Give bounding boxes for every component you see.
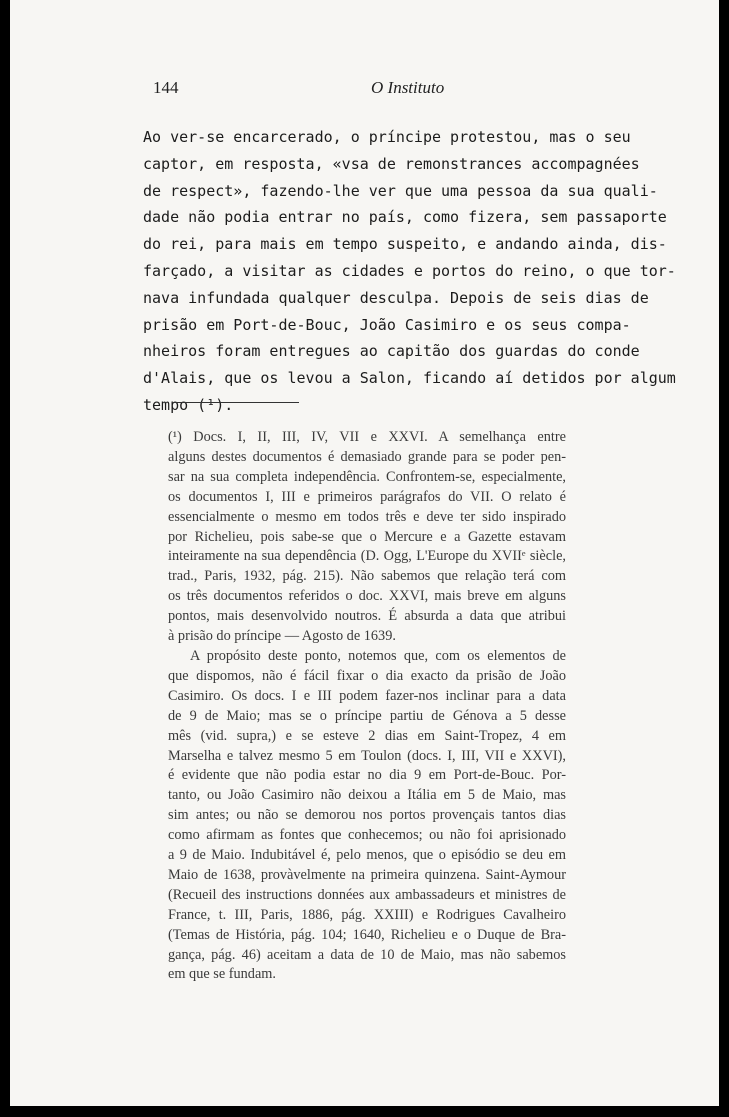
text-line: do rei, para mais em tempo suspeito, e andando ainda, dis-	[143, 235, 667, 254]
text-line: d'Alais, que os levou a Salon, ficando aí detidos por algum	[143, 369, 676, 388]
footnote-line: sar na sua completa independência. Confrontem-se, especialmente,	[168, 468, 566, 485]
footnote-line: sim antes; ou não se demorou nos portos provençais tantos dias	[168, 807, 566, 824]
footnote-line: os três documentos referidos o doc. XXVI, mais breve em alguns	[168, 588, 566, 605]
footnote-line: gança, pág. 46) aceitam a data de 10 de Maio, mas não sabemos	[168, 946, 566, 963]
footnote-line: mês (vid. supra,) e se esteve 2 dias em Saint-Tropez, 4 em	[168, 727, 566, 744]
footnote-line: pontos, mais desenvolvido noutros. É absurda a data que atribui	[168, 608, 566, 625]
footnote-line: France, t. III, Paris, 1886, pág. XXIII) e Rodrigues Cavalheiro	[168, 906, 566, 923]
footnote-line: (Temas de História, pág. 104; 1640, Richelieu e o Duque de Bra-	[168, 926, 566, 943]
text-line: tempo (¹).	[143, 395, 234, 414]
running-title: O Instituto	[371, 78, 445, 97]
footnote	[168, 428, 566, 985]
footnote-separator	[172, 402, 299, 403]
footnote-line: que dispomos, não é fácil fixar o dia exacto da prisão de João	[168, 667, 566, 684]
footnote-line: trad., Paris, 1932, pág. 215). Não sabemos que relação terá com	[168, 568, 566, 585]
footnote-line: de 9 de Maio; mas se o príncipe partiu de Génova a 5 desse	[168, 707, 566, 724]
text-line: dade não podia entrar no país, como fizera, sem passaporte	[143, 208, 667, 227]
footnote-line: A propósito deste ponto, notemos que, com os elementos de	[190, 647, 566, 664]
footnote-line: Maio de 1638, provàvelmente na primeira quinzena. Saint-Aymour	[168, 866, 566, 883]
text-line: captor, em resposta, «vsa de remonstrances accompagnées	[143, 154, 640, 173]
footnote-line: tanto, ou João Casimiro não deixou a Itália em 5 de Maio, mas	[168, 787, 566, 804]
footnote-line: inteiramente na sua dependência (D. Ogg, L'Europe du XVIIᵉ siècle,	[168, 548, 566, 565]
footnote-line: (¹) Docs. I, II, III, IV, VII e XXVI. A semelhança entre	[168, 429, 566, 445]
footnote-line: como afirmam as fontes que conhecemos; ou não foi aprisionado	[168, 827, 566, 844]
footnote-line: os documentos I, III e primeiros parágrafos do VII. O relato é	[168, 488, 566, 505]
footnote-line: essencialmente o mesmo em todos três e deve ter sido inspirado	[168, 508, 566, 525]
footnote-line: é evidente que não podia estar no dia 9 em Port-de-Bouc. Por-	[168, 767, 566, 784]
footnote-line: Marselha e talvez mesmo 5 em Toulon (docs. I, III, VII e XXVI),	[168, 747, 566, 764]
footnote-line: à prisão do príncipe — Agosto de 1639.	[168, 628, 396, 645]
footnote-line: em que se fundam.	[168, 966, 276, 983]
text-line: nava infundada qualquer desculpa. Depois de seis dias de	[143, 288, 649, 307]
running-header	[153, 78, 576, 108]
footnote-line: por Richelieu, pois sabe-se que o Mercure e a Gazette estavam	[168, 528, 566, 545]
footnote-line: a 9 de Maio. Indubitável é, pelo menos, que o episódio se deu em	[168, 847, 566, 864]
footnote-line: alguns destes documentos é demasiado grande para se poder pen-	[168, 448, 566, 465]
text-line: prisão em Port-de-Bouc, João Casimiro e os seus compa-	[143, 315, 631, 334]
text-line: farçado, a visitar as cidades e portos do reino, o que tor-	[143, 261, 676, 280]
page-number: 144	[153, 78, 179, 97]
footnote-line: (Recueil des instructions données aux ambassadeurs et ministres de	[168, 886, 566, 903]
footnote-line: Casimiro. Os docs. I e III podem fazer-nos inclinar para a data	[168, 687, 566, 704]
text-line: nheiros foram entregues ao capitão dos guardas do conde	[143, 342, 640, 361]
main-paragraph	[143, 124, 676, 419]
text-line: Ao ver-se encarcerado, o príncipe protestou, mas o seu	[143, 128, 631, 146]
text-line: de respect», fazendo-lhe ver que uma pessoa da sua quali-	[143, 181, 658, 200]
